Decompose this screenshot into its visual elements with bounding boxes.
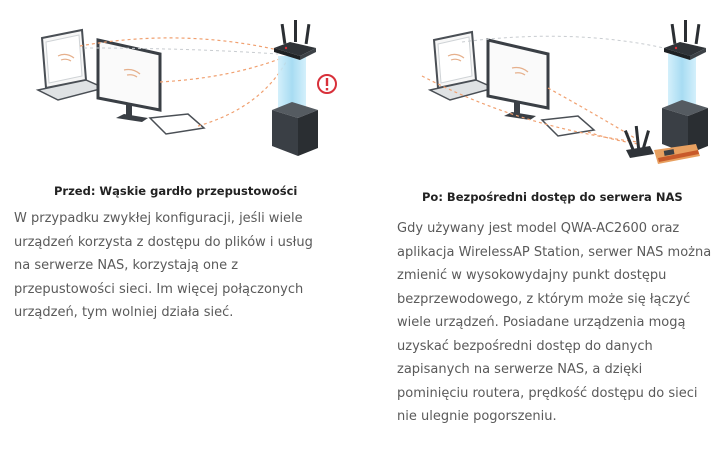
text-line: pominięciu routera, prędkość dostępu do sieci [397, 385, 698, 401]
tablet-icon [150, 114, 204, 134]
text-line: nie ulegnie pogorszeniu. [397, 409, 557, 424]
after-description [397, 217, 719, 429]
text-line: na serwerze NAS, korzystają one z [14, 258, 239, 273]
nas-icon [272, 102, 318, 168]
after-network-illustration [402, 18, 722, 168]
text-line: Gdy używany jest model QWA-AC2600 oraz [397, 221, 680, 236]
text-line: W przypadku zwykłej konfiguracji, jeśli wiele [14, 211, 303, 226]
text-line: przepustowości sieci. Im więcej połączonych [14, 281, 304, 297]
text-line: aplikacja WirelessAP Station, serwer NAS można [397, 244, 712, 260]
text-line: bezprzewodowego, z którym może się łączyć [397, 291, 691, 307]
after-heading: Po: Bezpośredni dostęp do serwera NAS [422, 190, 683, 204]
before-network-illustration [20, 18, 340, 168]
laptop-icon [430, 32, 494, 100]
before-heading: Przed: Wąskie gardło przepustowości [54, 184, 298, 198]
text-line: zapisanych na serwerze NAS, a dzięki [397, 362, 643, 377]
text-line: uzyskać bezpośredni dostęp do danych [397, 338, 653, 354]
router-icon [274, 20, 316, 60]
text-line: urządzeń korzysta z dostępu do plików i usług [14, 234, 313, 250]
monitor-icon [488, 40, 548, 120]
before-description [14, 207, 332, 325]
laptop-icon [38, 30, 104, 100]
text-line: zmienić w wysokowydajny punkt dostępu [397, 268, 667, 283]
text-line: urządzeń, tym wolniej działa sieć. [14, 305, 234, 320]
tablet-icon [542, 116, 594, 136]
warning-icon [318, 75, 336, 93]
text-line: wiele urządzeń. Posiadane urządzenia mogą [397, 315, 686, 330]
monitor-icon [98, 40, 160, 122]
